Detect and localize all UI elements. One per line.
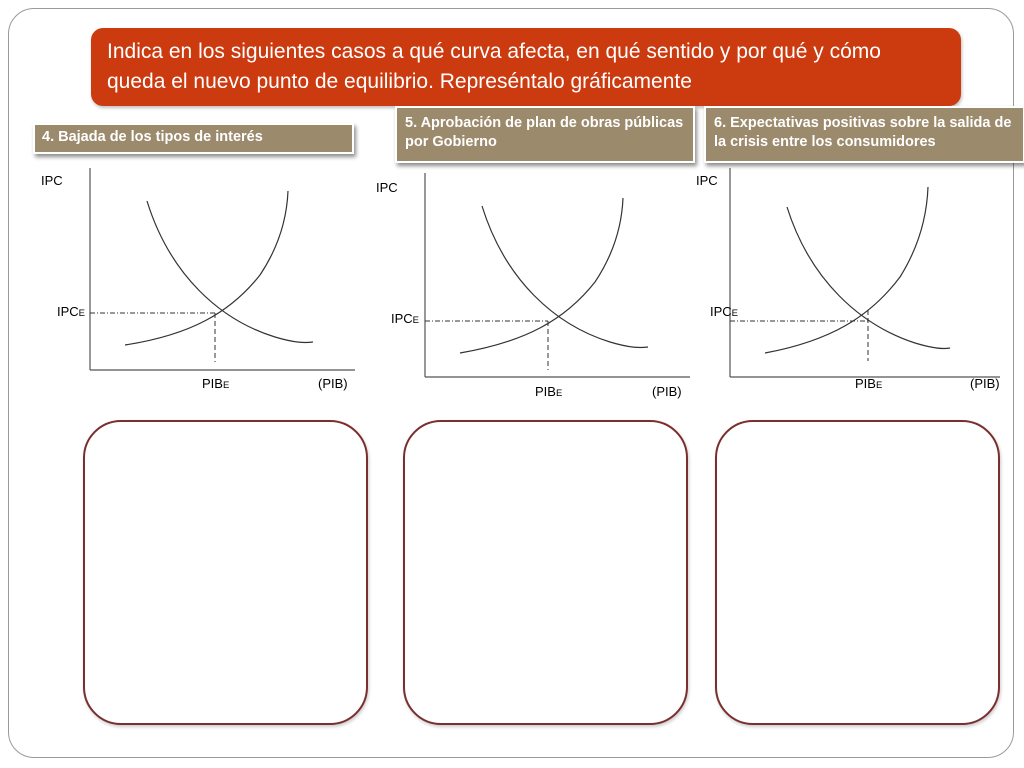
case-5-label-text: 5. Aprobación de plan de obras públicas por Gobierno: [405, 115, 684, 150]
graph-case-6: [670, 165, 1010, 400]
case-6-label-text: 6. Expectativas positivas sobre la salida de la crisis entre los consumidores: [714, 115, 1012, 150]
case-5-label: [395, 106, 695, 163]
answer-box-case-6[interactable]: [715, 420, 1000, 725]
demand-curve: [482, 206, 648, 347]
case-6-label: [704, 106, 1024, 163]
supply-curve: [765, 187, 928, 353]
y-axis-label: IPC: [41, 173, 63, 188]
answer-box-case-5[interactable]: [403, 420, 688, 725]
y-axis-label: IPC: [696, 173, 718, 188]
eq-y-label: IPCE: [391, 311, 420, 326]
case-4-label: [33, 123, 354, 154]
eq-y-label: IPCE: [710, 304, 739, 319]
demand-curve: [147, 201, 313, 342]
eq-y-label: IPCE: [57, 304, 86, 319]
x-axis-label: (PIB): [318, 376, 348, 391]
supply-curve: [125, 191, 288, 345]
eq-x-label: PIBE: [202, 376, 230, 391]
eq-x-label: PIBE: [535, 384, 563, 399]
graph-case-5: [365, 170, 695, 405]
supply-curve: [460, 198, 623, 353]
x-axis-label: (PIB): [970, 376, 1000, 391]
instruction-title: [91, 28, 961, 106]
answer-box-case-4[interactable]: [83, 420, 368, 725]
y-axis-label: IPC: [376, 180, 398, 195]
case-4-label-text: 4. Bajada de los tipos de interés: [42, 129, 263, 145]
instruction-title-text: Indica en los siguientes casos a qué curva afecta, en qué sentido y por qué y cómo queda el nuevo punto de equilibrio. Represéntalo gráficamente: [107, 40, 881, 93]
eq-x-label: PIBE: [855, 376, 883, 391]
x-axis-label: (PIB): [652, 384, 682, 399]
graph-case-4: [30, 165, 360, 400]
